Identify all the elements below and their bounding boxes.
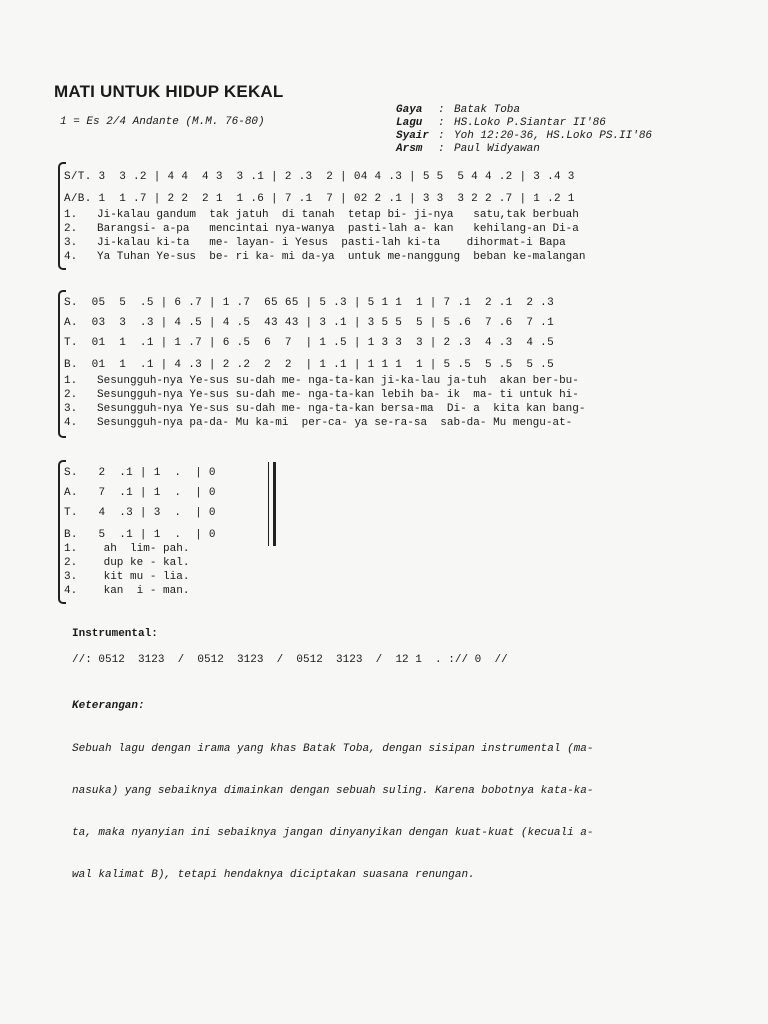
lyric-verse-2: 2. Sesungguh-nya Ye-sus su-dah me- nga-ta-kan lebih ba- ik ma- ti untuk hi-: [64, 389, 579, 401]
lyric-verse-1: 1. Sesungguh-nya Ye-sus su-dah me- nga-ta-kan ji-ka-lau ja-tuh akan ber-bu-: [64, 375, 579, 387]
notation-line-alto: A. 03 3 .3 | 4 .5 | 4 .5 43 43 | 3 .1 | 3 5 5 5 | 5 .6 7 .6 7 .1: [64, 317, 554, 329]
credit-row: Syair : Yoh 12:20-36, HS.Loko PS.II'86: [396, 130, 653, 142]
lyric-verse-1: 1. Ji-kalau gandum tak jatuh di tanah tetap bi- ji-nya satu,tak berbuah: [64, 209, 579, 221]
notation-line-tenor: T. 01 1 .1 | 1 .7 | 6 .5 6 7 | 1 .5 | 1 3 3 3 | 2 .3 4 .3 4 .5: [64, 337, 554, 349]
lyric-verse-3: 3. Ji-kalau ki-ta me- layan- i Yesus pasti-lah ki-ta dihormat-i Bapa: [64, 237, 566, 249]
notation-line-alto: A. 7 .1 | 1 . | 0: [64, 487, 216, 499]
notation-line-soprano-tenor: S/T. 3 3 .2 | 4 4 4 3 3 .1 | 2 .3 2 | 04 4 .3 | 5 5 5 4 4 .2 | 3 .4 3: [64, 171, 575, 183]
music-system-2: [58, 290, 698, 438]
instrumental-label: Instrumental:: [72, 628, 158, 640]
lyric-verse-4: 4. kan i - man.: [64, 585, 190, 597]
notation-line-bass: B. 01 1 .1 | 4 .3 | 2 .2 2 2 | 1 .1 | 1 1 1 1 | 5 .5 5 .5 5 .5: [64, 359, 554, 371]
lyric-verse-4: 4. Sesungguh-nya pa-da- Mu ka-mi per-ca- ya se-ra-sa sab-da- Mu mengu-at-: [64, 417, 573, 429]
keterangan-text: [72, 714, 594, 910]
lyric-verse-4: 4. Ya Tuhan Ye-sus be- ri ka- mi da-ya untuk me-nanggung beban ke-malangan: [64, 251, 586, 263]
credit-row: Gaya : Batak Toba: [396, 104, 521, 116]
song-title: MATI UNTUK HIDUP KEKAL: [54, 82, 284, 101]
credit-row: Arsm : Paul Widyawan: [396, 143, 540, 155]
keterangan-line: Sebuah lagu dengan irama yang khas Batak Toba, dengan sisipan instrumental (ma-: [72, 743, 594, 755]
keterangan-line: ta, maka nyanyian ini sebaiknya jangan dinyanyikan dengan kuat-kuat (kecuali a-: [72, 827, 594, 839]
key-tempo: 1 = Es 2/4 Andante (M.M. 76-80): [60, 116, 265, 128]
keterangan-line: nasuka) yang sebaiknya dimainkan dengan sebuah suling. Karena bobotnya kata-ka-: [72, 785, 594, 797]
keterangan-line: wal kalimat B), tetapi hendaknya diciptakan suasana renungan.: [72, 869, 475, 881]
notation-line-soprano: S. 2 .1 | 1 . | 0: [64, 467, 216, 479]
notation-line-bass: B. 5 .1 | 1 . | 0: [64, 529, 216, 541]
notation-line-alto-bass: A/B. 1 1 .7 | 2 2 2 1 1 .6 | 7 .1 7 | 02 2 .1 | 3 3 3 2 2 .7 | 1 .2 1: [64, 193, 575, 205]
credit-row: Lagu : HS.Loko P.Siantar II'86: [396, 117, 606, 129]
final-double-barline: [268, 462, 276, 546]
lyric-verse-3: 3. Sesungguh-nya Ye-sus su-dah me- nga-ta-kan bersa-ma Di- a kita kan bang-: [64, 403, 586, 415]
lyric-verse-2: 2. dup ke - kal.: [64, 557, 190, 569]
credits-block: [396, 104, 652, 156]
lyric-verse-2: 2. Barangsi- a-pa mencintai nya-wanya pasti-lah a- kan kehilang-an Di-a: [64, 223, 579, 235]
notation-line-soprano: S. 05 5 .5 | 6 .7 | 1 .7 65 65 | 5 .3 | 5 1 1 1 | 7 .1 2 .1 2 .3: [64, 297, 554, 309]
music-system-3: [58, 460, 278, 604]
instrumental-notation: //: 0512 3123 / 0512 3123 / 0512 3123 / 12 1 . :// 0 //: [72, 654, 508, 666]
music-system-1: [58, 162, 698, 270]
notation-line-tenor: T. 4 .3 | 3 . | 0: [64, 507, 216, 519]
lyric-verse-1: 1. ah lim- pah.: [64, 543, 190, 555]
keterangan-label: Keterangan:: [72, 700, 145, 712]
lyric-verse-3: 3. kit mu - lia.: [64, 571, 190, 583]
